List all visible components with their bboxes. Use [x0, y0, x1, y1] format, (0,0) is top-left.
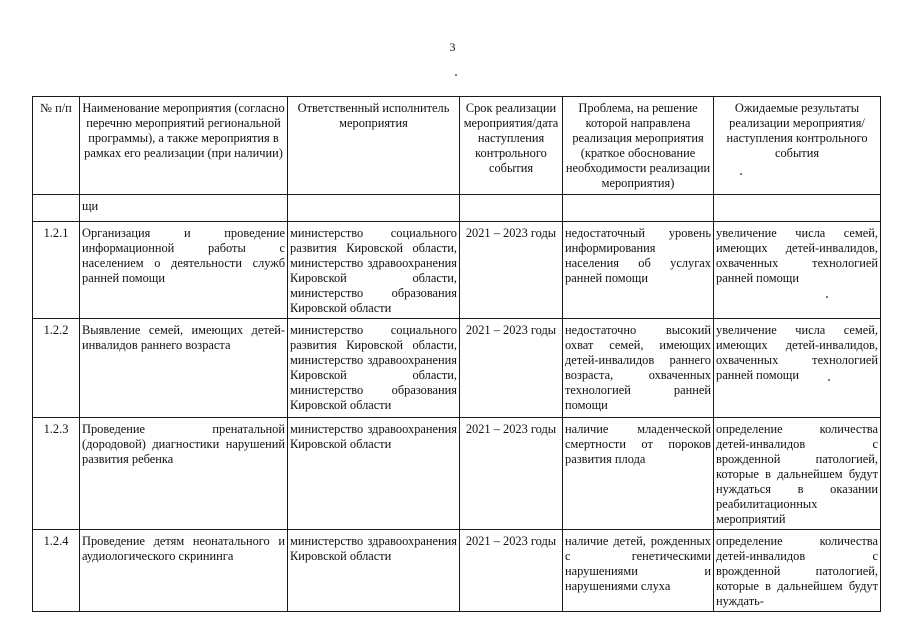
continuation-problem — [563, 195, 714, 222]
row-name: Организация и проведение информационной работы с населением о деятельности служб ранней помощи — [80, 222, 288, 319]
row-term: 2021 – 2023 годы — [460, 530, 563, 612]
table-row — [33, 222, 881, 319]
row-executor: министерство здравоохранения Кировской области — [288, 418, 460, 530]
scan-speck — [740, 173, 742, 175]
continuation-term — [460, 195, 563, 222]
row-problem: наличие младенческой смертности от пороков развития плода — [563, 418, 714, 530]
table-row — [33, 319, 881, 418]
header-result: Ожидаемые результаты реализации мероприятия/наступления контрольного события — [714, 97, 881, 195]
row-problem: наличие детей, рожденных с генетическими нарушениями и нарушениями слуха — [563, 530, 714, 612]
row-name: Выявление семей, имеющих детей-инвалидов раннего возраста — [80, 319, 288, 418]
header-problem: Проблема, на решение которой направлена реализация мероприятия (краткое обоснование необходимости реализации мероприятия) — [563, 97, 714, 195]
row-name: Проведение пренатальной (дородовой) диагностики нарушений развития ребенка — [80, 418, 288, 530]
scan-speck — [455, 74, 457, 76]
header-num: № п/п — [33, 97, 80, 195]
row-result: определение количества детей-инвалидов с врожденной патологией, которые в дальнейшем будут нуждать- — [714, 530, 881, 612]
row-result: определение количества детей-инвалидов с врожденной патологией, которые в дальнейшем будут нуждаться в оказании реабилитационных мероприятий — [714, 418, 881, 530]
continuation-executor — [288, 195, 460, 222]
row-problem: недостаточно высокий охват семей, имеющих детей-инвалидов раннего возраста, охваченных технологией ранней помощи — [563, 319, 714, 418]
row-result: увеличение числа семей, имеющих детей-инвалидов, охваченных технологией ранней помощи — [714, 222, 881, 319]
continuation-num — [33, 195, 80, 222]
row-executor: министерство социального развития Кировской области, министерство здравоохранения Кировской области, министерство образования Кировской области — [288, 319, 460, 418]
scan-speck — [828, 379, 830, 381]
header-term: Срок реализации мероприятия/дата наступления контрольного события — [460, 97, 563, 195]
row-term: 2021 – 2023 годы — [460, 319, 563, 418]
row-executor: министерство здравоохранения Кировской области — [288, 530, 460, 612]
row-executor: министерство социального развития Кировской области, министерство здравоохранения Кировской области, министерство образования Кировской области — [288, 222, 460, 319]
row-term: 2021 – 2023 годы — [460, 418, 563, 530]
row-num: 1.2.1 — [33, 222, 80, 319]
header-name: Наименование мероприятия (согласно перечню мероприятий региональной программы), а также мероприятия в рамках его реализации (при наличии) — [80, 97, 288, 195]
continuation-row — [33, 195, 881, 222]
row-problem: недостаточный уровень информирования населения об услугах ранней помощи — [563, 222, 714, 319]
measures-table — [32, 96, 881, 612]
page-number: 3 — [449, 40, 456, 54]
row-name: Проведение детям неонатального и аудиологического скрининга — [80, 530, 288, 612]
row-num: 1.2.3 — [33, 418, 80, 530]
header-executor: Ответственный исполнитель мероприятия — [288, 97, 460, 195]
table-header-row — [33, 97, 881, 195]
scan-speck — [826, 296, 828, 298]
continuation-result — [714, 195, 881, 222]
row-result: увеличение числа семей, имеющих детей-инвалидов, охваченных технологией ранней помощи — [714, 319, 881, 418]
table-row — [33, 418, 881, 530]
row-num: 1.2.2 — [33, 319, 80, 418]
row-term: 2021 – 2023 годы — [460, 222, 563, 319]
continuation-name: щи — [80, 195, 288, 222]
table-row — [33, 530, 881, 612]
row-num: 1.2.4 — [33, 530, 80, 612]
